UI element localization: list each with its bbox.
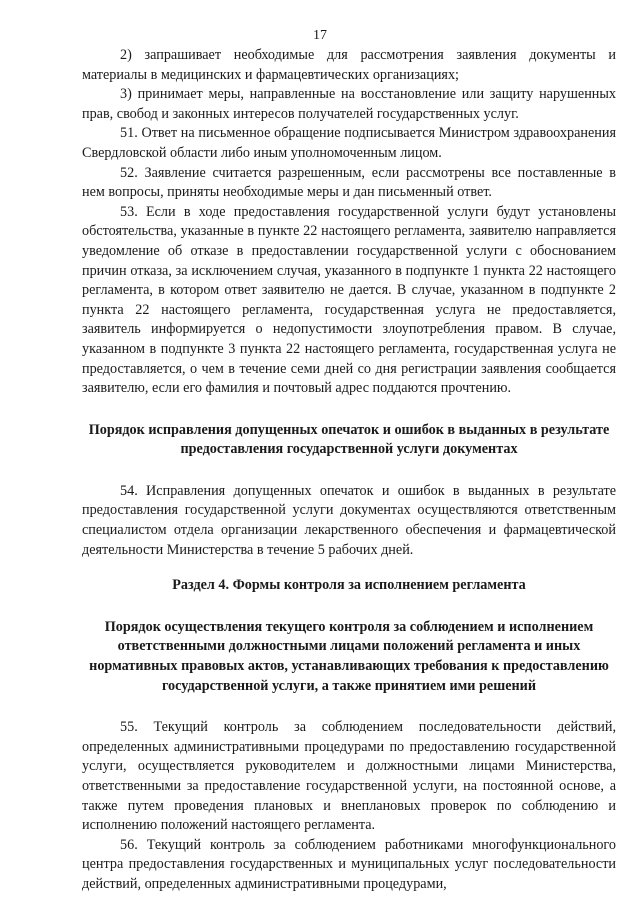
- paragraph-53: 53. Если в ходе предоставления государственной услуги будут установлены обстоятельства, указанные в пункте 22 настоящего регламента, заявителю направляется уведомление об отказе в предоставлении государственной услуги с обоснованием причин отказа, за исключением случая, указанного в подпункте 1 пункта 22 настоящего регламента, в котором ответ заявителю не дается. В случае, указанном в подпункте 2 пункта 22 настоящего регламента, государственная услуга не предоставляется, заявитель информируется о недопустимости злоупотребления правом. В случае, указанном в подпункте 3 пункта 22 настоящего регламента, государственная услуга не предоставляется, о чем в течение семи дней со дня регистрации заявления сообщается заявителю, если его фамилия и почтовый адрес поддаются прочтению.: [82, 203, 616, 397]
- paragraph-52: 52. Заявление считается разрешенным, если рассмотрены все поставленные в нем вопросы, приняты необходимые меры и дан письменный ответ.: [82, 164, 616, 201]
- paragraph-56: 56. Текущий контроль за соблюдением работниками многофункционального центра предоставления государственных и муниципальных услуг последовательности действий, определенных административными процедурами,: [82, 836, 616, 892]
- paragraph-54: 54. Исправления допущенных опечаток и ошибок в выданных в результате предоставления государственной услуги документах осуществляются ответственным специалистом отдела организации лекарственного обеспечения и фармацевтической деятельности Министерства в течение 5 рабочих дней.: [82, 482, 616, 558]
- page-number: 17: [313, 28, 327, 43]
- paragraph-51: 51. Ответ на письменное обращение подписывается Министром здравоохранения Свердловской области либо иным уполномоченным лицом.: [82, 125, 616, 161]
- paragraph-item-3: 3) принимает меры, направленные на восстановление или защиту нарушенных прав, свобод и законных интересов получателей государственных услуг.: [82, 86, 616, 122]
- document-body: [82, 46, 616, 895]
- heading-section-4: Раздел 4. Формы контроля за исполнением регламента: [172, 577, 526, 594]
- heading-corrections: Порядок исправления допущенных опечаток и ошибок в выданных в результате предоставления государственной услуги документах: [88, 421, 610, 458]
- heading-current-control: Порядок осуществления текущего контроля за соблюдением и исполнением ответственными должностными лицами положений регламента и иных нормативных правовых актов, устанавливающих требования к предоставлению государственной услуги, а также принятием ими решений: [89, 618, 609, 694]
- paragraph-item-2: 2) запрашивает необходимые для рассмотрения заявления документы и материалы в медицинских и фармацевтических организациях;: [82, 47, 616, 83]
- paragraph-55: 55. Текущий контроль за соблюдением последовательности действий, определенных административными процедурами по предоставлению государственной услуги, осуществляется руководителем и должностными лицами Министерства, ответственными за предоставление государственной услуги, на постоянной основе, а также путем проведения плановых и внеплановых проверок по соблюдению и исполнению положений настоящего регламента.: [82, 719, 616, 834]
